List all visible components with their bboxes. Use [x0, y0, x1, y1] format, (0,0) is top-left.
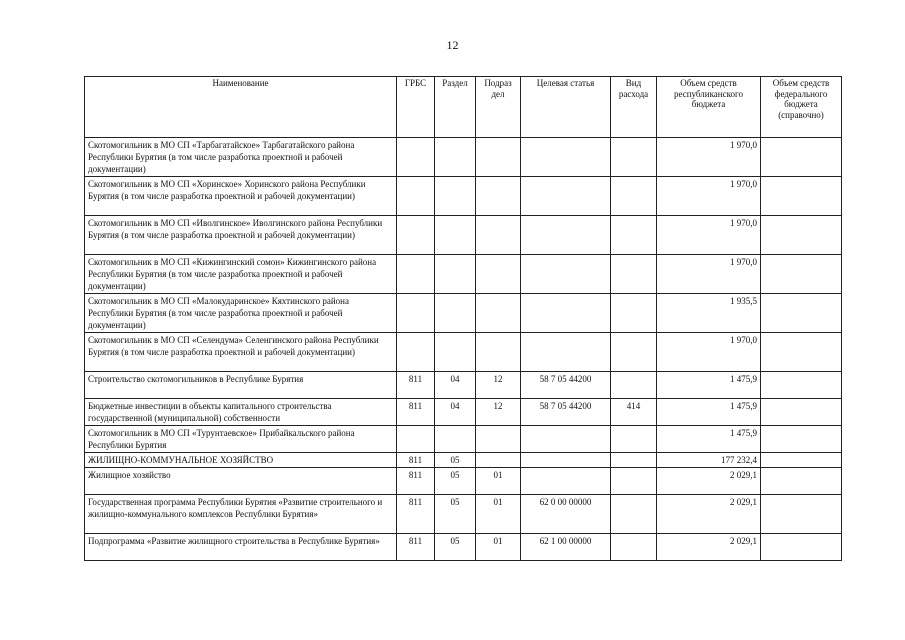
cell-podrazdel	[476, 333, 521, 372]
cell-grbs: 811	[397, 399, 435, 426]
cell-fed	[761, 426, 842, 453]
table-row	[85, 216, 842, 255]
table-header-row	[85, 77, 842, 138]
cell-vid	[611, 495, 657, 534]
cell-vid	[611, 534, 657, 561]
cell-grbs	[397, 138, 435, 177]
cell-grbs: 811	[397, 534, 435, 561]
cell-name: Скотомогильник в МО СП «Иволгинское» Иволгинского района Республики Бурятия (в том числе разработка проектной и рабочей документации)	[85, 216, 397, 255]
cell-vid	[611, 468, 657, 495]
cell-razdel	[435, 294, 476, 333]
cell-name: Жилищное хозяйство	[85, 468, 397, 495]
cell-fed	[761, 453, 842, 468]
cell-fed	[761, 495, 842, 534]
cell-tselevaya	[521, 255, 611, 294]
cell-resp: 2 029,1	[657, 468, 761, 495]
cell-tselevaya: 58 7 05 44200	[521, 372, 611, 399]
cell-name: Бюджетные инвестиции в объекты капитального строительства государственной (муниципальной) собственности	[85, 399, 397, 426]
header-grbs: ГРБС	[397, 77, 435, 138]
cell-name: Скотомогильник в МО СП «Малокударинское» Кяхтинского района Республики Бурятия (в том числе разработка проектной и рабочей документации)	[85, 294, 397, 333]
cell-tselevaya	[521, 294, 611, 333]
table-row	[85, 468, 842, 495]
cell-fed	[761, 468, 842, 495]
cell-vid	[611, 453, 657, 468]
table-row	[85, 138, 842, 177]
cell-grbs: 811	[397, 453, 435, 468]
cell-razdel	[435, 177, 476, 216]
cell-fed	[761, 534, 842, 561]
cell-tselevaya	[521, 333, 611, 372]
header-resp-budget: Объем средств республиканского бюджета	[657, 77, 761, 138]
cell-tselevaya	[521, 138, 611, 177]
cell-resp: 1 475,9	[657, 372, 761, 399]
cell-tselevaya	[521, 216, 611, 255]
budget-table	[84, 76, 842, 561]
cell-podrazdel: 12	[476, 399, 521, 426]
cell-fed	[761, 177, 842, 216]
header-vid-raskhoda: Вид расхода	[611, 77, 657, 138]
cell-razdel: 04	[435, 372, 476, 399]
table-row	[85, 177, 842, 216]
cell-fed	[761, 333, 842, 372]
cell-tselevaya: 58 7 05 44200	[521, 399, 611, 426]
cell-name: ЖИЛИЩНО-КОММУНАЛЬНОЕ ХОЗЯЙСТВО	[85, 453, 397, 468]
cell-name: Скотомогильник в МО СП «Тарбагатайское» Тарбагатайского района Республики Бурятия (в том числе разработка проектной и рабочей документации)	[85, 138, 397, 177]
cell-resp: 1 475,9	[657, 426, 761, 453]
cell-podrazdel	[476, 255, 521, 294]
cell-resp: 1 475,9	[657, 399, 761, 426]
cell-podrazdel	[476, 453, 521, 468]
table-row	[85, 372, 842, 399]
cell-podrazdel: 01	[476, 468, 521, 495]
cell-tselevaya: 62 1 00 00000	[521, 534, 611, 561]
cell-podrazdel: 12	[476, 372, 521, 399]
cell-grbs	[397, 333, 435, 372]
cell-fed	[761, 255, 842, 294]
cell-razdel	[435, 333, 476, 372]
cell-tselevaya	[521, 177, 611, 216]
header-tselevaya-statya: Целевая статья	[521, 77, 611, 138]
cell-grbs	[397, 255, 435, 294]
table-row	[85, 255, 842, 294]
cell-razdel: 05	[435, 534, 476, 561]
cell-name: Подпрограмма «Развитие жилищного строительства в Республике Бурятия»	[85, 534, 397, 561]
header-fed-budget: Объем средств федерального бюджета (справочно)	[761, 77, 842, 138]
cell-tselevaya	[521, 468, 611, 495]
cell-vid	[611, 426, 657, 453]
cell-razdel	[435, 216, 476, 255]
cell-grbs: 811	[397, 468, 435, 495]
header-razdel: Раздел	[435, 77, 476, 138]
table-row	[85, 333, 842, 372]
cell-grbs: 811	[397, 495, 435, 534]
cell-podrazdel	[476, 294, 521, 333]
cell-fed	[761, 399, 842, 426]
cell-podrazdel	[476, 216, 521, 255]
cell-vid	[611, 255, 657, 294]
cell-name: Государственная программа Республики Бурятия «Развитие строительного и жилищно-коммунального комплексов Республики Бурятия»	[85, 495, 397, 534]
cell-resp: 2 029,1	[657, 495, 761, 534]
cell-tselevaya: 62 0 00 00000	[521, 495, 611, 534]
cell-razdel: 05	[435, 453, 476, 468]
cell-podrazdel: 01	[476, 534, 521, 561]
cell-vid	[611, 216, 657, 255]
table-row	[85, 426, 842, 453]
table-row	[85, 399, 842, 426]
cell-resp: 1 970,0	[657, 216, 761, 255]
cell-fed	[761, 216, 842, 255]
cell-vid	[611, 177, 657, 216]
header-name: Наименование	[85, 77, 397, 138]
cell-razdel	[435, 138, 476, 177]
cell-podrazdel	[476, 177, 521, 216]
cell-razdel: 04	[435, 399, 476, 426]
cell-vid	[611, 333, 657, 372]
cell-grbs	[397, 294, 435, 333]
cell-tselevaya	[521, 426, 611, 453]
cell-fed	[761, 372, 842, 399]
cell-name: Скотомогильник в МО СП «Кижингинский сомон» Кижингинского района Республики Бурятия (в том числе разработка проектной и рабочей документации)	[85, 255, 397, 294]
cell-razdel: 05	[435, 495, 476, 534]
cell-resp: 2 029,1	[657, 534, 761, 561]
cell-resp: 1 935,5	[657, 294, 761, 333]
cell-tselevaya	[521, 453, 611, 468]
cell-vid	[611, 294, 657, 333]
cell-razdel: 05	[435, 468, 476, 495]
table-row	[85, 294, 842, 333]
cell-grbs	[397, 216, 435, 255]
cell-resp: 1 970,0	[657, 138, 761, 177]
table-row	[85, 534, 842, 561]
cell-razdel	[435, 255, 476, 294]
header-podrazdel: Подраз дел	[476, 77, 521, 138]
cell-resp: 1 970,0	[657, 177, 761, 216]
cell-podrazdel	[476, 138, 521, 177]
cell-vid	[611, 138, 657, 177]
cell-podrazdel: 01	[476, 495, 521, 534]
cell-name: Скотомогильник в МО СП «Хоринское» Хоринского района Республики Бурятия (в том числе разработка проектной и рабочей документации)	[85, 177, 397, 216]
cell-razdel	[435, 426, 476, 453]
cell-grbs	[397, 177, 435, 216]
cell-fed	[761, 138, 842, 177]
cell-vid: 414	[611, 399, 657, 426]
cell-grbs	[397, 426, 435, 453]
page-number: 12	[446, 38, 459, 52]
cell-resp: 1 970,0	[657, 255, 761, 294]
cell-name: Строительство скотомогильников в Республике Бурятия	[85, 372, 397, 399]
cell-name: Скотомогильник в МО СП «Турунтаевское» Прибайкальского района Республики Бурятия	[85, 426, 397, 453]
cell-vid	[611, 372, 657, 399]
cell-grbs: 811	[397, 372, 435, 399]
table-row	[85, 453, 842, 468]
cell-fed	[761, 294, 842, 333]
cell-resp: 1 970,0	[657, 333, 761, 372]
cell-name: Скотомогильник в МО СП «Селендума» Селенгинского района Республики Бурятия (в том числе разработка проектной и рабочей документации)	[85, 333, 397, 372]
table-row	[85, 495, 842, 534]
cell-resp: 177 232,4	[657, 453, 761, 468]
cell-podrazdel	[476, 426, 521, 453]
